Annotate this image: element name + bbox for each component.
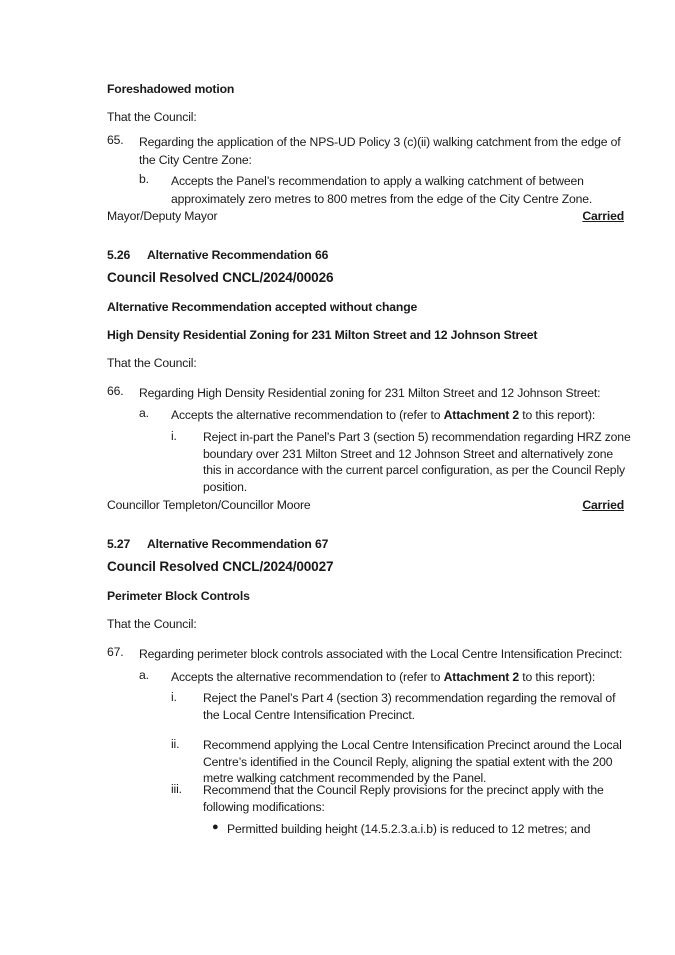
sub-item-letter: a. [139,668,149,682]
sub-item-text [171,668,631,686]
attachment-ref: Attachment 2 [443,670,520,684]
roman-numeral: ii. [171,737,180,751]
item-number: 65. [107,133,124,147]
resolution-note: Alternative Recommendation accepted without change [107,300,418,314]
sub-item-text: Accepts the Panel’s recommendation to apply a walking catchment of between approximately zero metres to 800 metres from the edge of the City Centre Zone. [171,174,593,206]
roman-numeral: i. [171,429,177,443]
sub-item-letter: b. [139,172,149,186]
item-text: Regarding the application of the NPS-UD Policy 3 (c)(ii) walking catchment from the edge of the City Centre Zone: [139,135,621,167]
section-title: Alternative Recommendation 66 [147,248,329,262]
intro-text: That the Council: [107,617,197,631]
intro-text: That the Council: [107,356,197,370]
mover-seconder: Councillor Templeton/Councillor Moore [107,498,311,512]
section-number: 5.27 [107,537,131,551]
mover-seconder: Mayor/Deputy Mayor [107,209,218,223]
sub-item-text-pre: Accepts the alternative recommendation to (refer to [171,670,444,684]
roman-numeral: iii. [171,782,182,796]
bullet-icon: ● [212,821,219,833]
item-text: Regarding perimeter block controls associated with the Local Centre Intensification Precinct: [139,647,623,661]
sub-item-letter: a. [139,406,149,420]
resolution-id: Council Resolved CNCL/2024/00026 [107,270,334,285]
roman-text: Reject in-part the Panel’s Part 3 (section 5) recommendation regarding HRZ zone boundary over 231 Milton Street and 12 Johnson Street and alternatively zone this in accordance with the current parcel configuration, as per the Council Reply position. [203,430,631,494]
subheading: Perimeter Block Controls [107,589,250,603]
attachment-ref: Attachment 2 [443,408,520,422]
sub-item-text-pre: Accepts the alternative recommendation to (refer to [171,408,444,422]
item-number: 66. [107,384,124,398]
roman-text: Recommend that the Council Reply provisions for the precinct apply with the following modifications: [203,783,604,814]
section-number: 5.26 [107,248,131,262]
item-text: Regarding High Density Residential zoning for 231 Milton Street and 12 Johnson Street: [139,386,601,400]
foreshadowed-heading: Foreshadowed motion [107,82,235,96]
carried-label: Carried [582,209,624,223]
resolution-id: Council Resolved CNCL/2024/00027 [107,559,334,574]
roman-numeral: i. [171,690,177,704]
item-number: 67. [107,645,124,659]
section-title: Alternative Recommendation 67 [147,537,329,551]
intro-text: That the Council: [107,110,197,124]
subheading: High Density Residential Zoning for 231 Milton Street and 12 Johnson Street [107,328,538,342]
sub-item-text-post: to this report): [519,670,596,684]
carried-label: Carried [582,498,624,512]
roman-text: Reject the Panel’s Part 4 (section 3) recommendation regarding the removal of the Local Centre Intensification Precinct. [203,691,616,722]
sub-item-text-post: to this report): [519,408,596,422]
sub-item-text [171,406,631,424]
roman-text: Recommend applying the Local Centre Intensification Precinct around the Local Centre’s identified in the Council Reply, aligning the spatial extent with the 200 metre walking catchment recommended by the Panel. [203,738,622,785]
bullet-text: Permitted building height (14.5.2.3.a.i.b) is reduced to 12 metres; and [227,822,591,836]
